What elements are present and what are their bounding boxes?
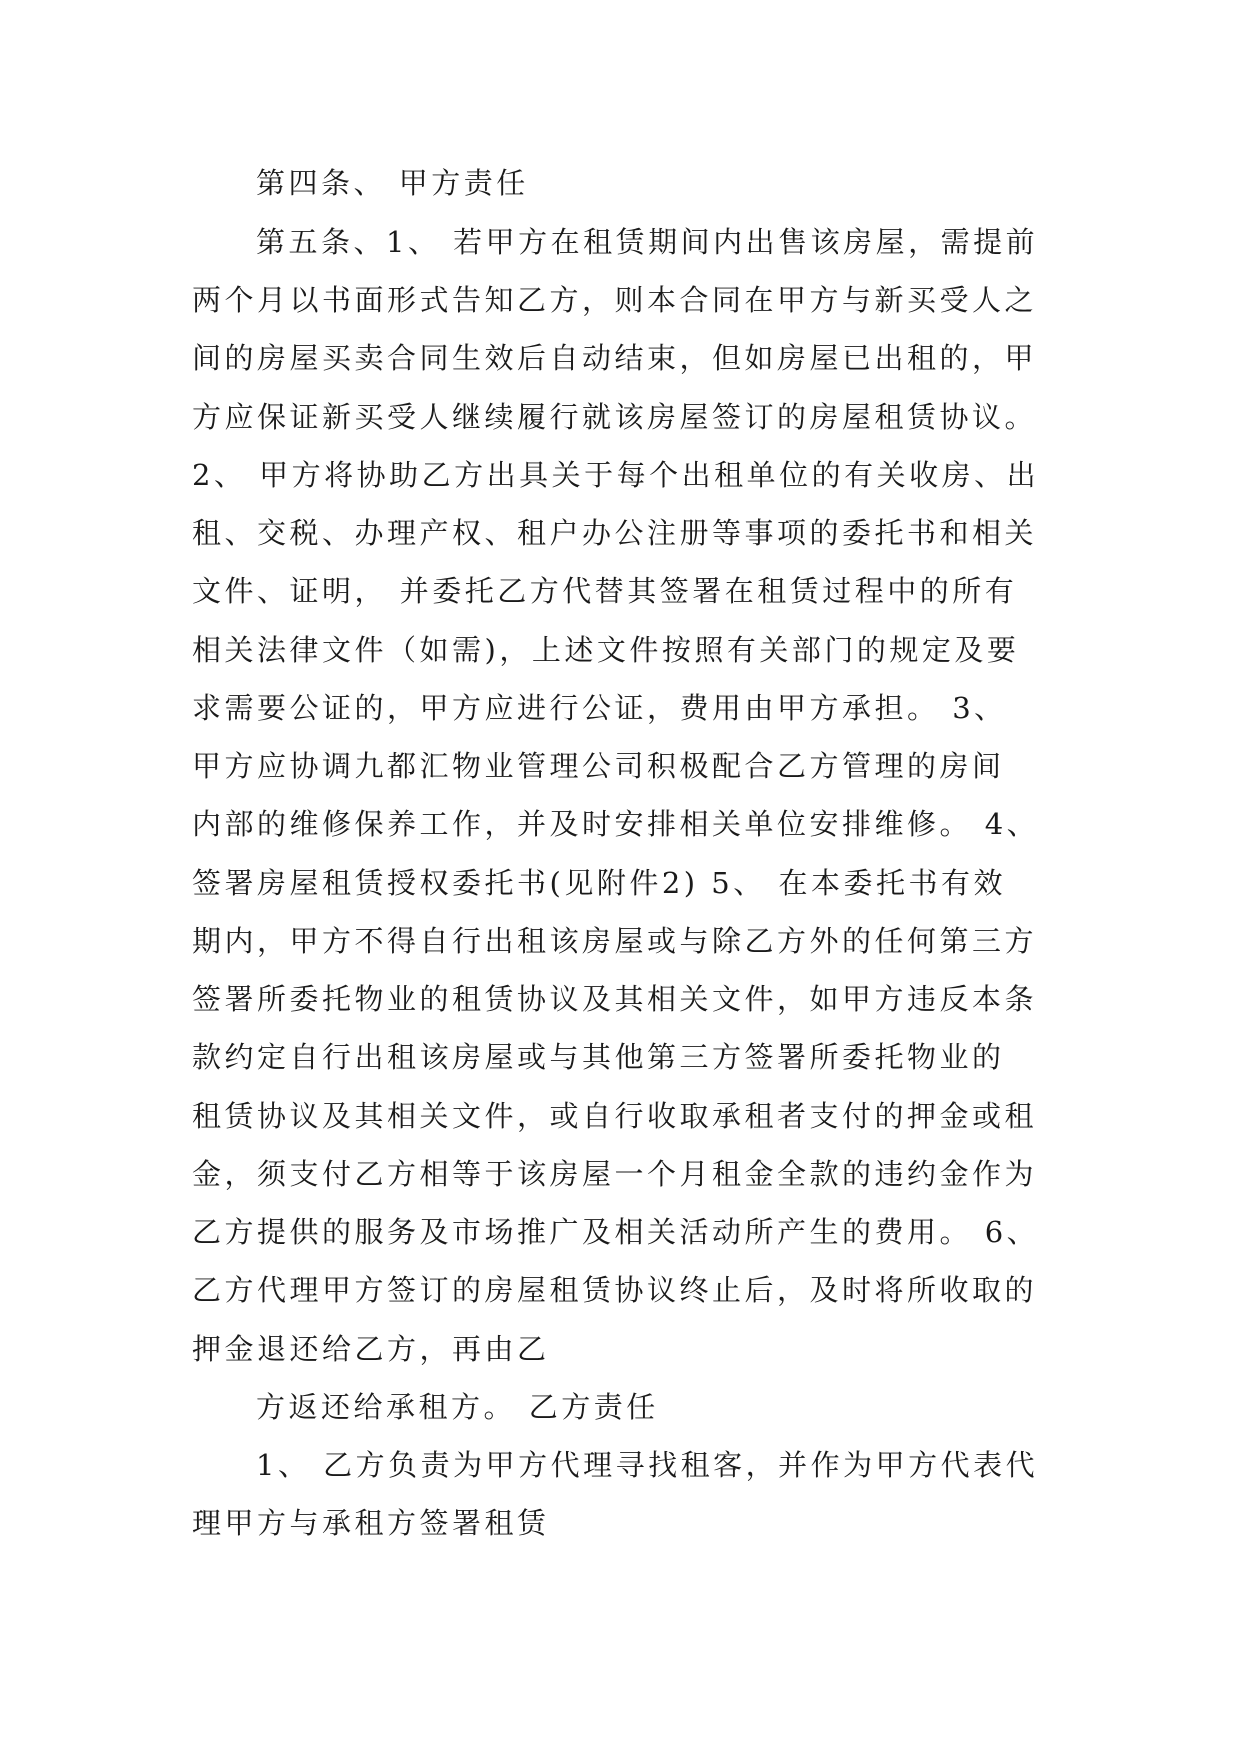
text-line: 方返还给承租方。 乙方责任 [256, 1390, 659, 1424]
text-line: 签署所委托物业的租赁协议及其相关文件，如甲方违反本条 [192, 982, 1038, 1016]
text-line: 金，须支付乙方相等于该房屋一个月租金全款的违约金作为 [192, 1157, 1038, 1191]
text-line: 押金退还给乙方，再由乙 [192, 1332, 550, 1366]
text-line: 理甲方与承租方签署租赁 [192, 1506, 550, 1540]
text-line: 甲方应协调九都汇物业管理公司积极配合乙方管理的房间 [192, 749, 1005, 783]
text-line: 签署房屋租赁授权委托书(见附件2) 5、 在本委托书有效 [192, 866, 1006, 900]
text-line: 两个月以书面形式告知乙方，则本合同在甲方与新买受人之 [192, 283, 1038, 317]
text-line: 款约定自行出租该房屋或与其他第三方签署所委托物业的 [192, 1040, 1005, 1074]
text-line: 求需要公证的，甲方应进行公证，费用由甲方承担。 3、 [192, 691, 1007, 725]
text-line: 乙方提供的服务及市场推广及相关活动所产生的费用。 6、 [192, 1215, 1040, 1249]
text-line: 乙方代理甲方签订的房屋租赁协议终止后，及时将所收取的 [192, 1273, 1038, 1307]
text-line: 相关法律文件（如需)，上述文件按照有关部门的规定及要 [192, 633, 1020, 667]
text-line: 第五条、1、 若甲方在租赁期间内出售该房屋，需提前 [256, 225, 1039, 259]
text-line: 文件、证明， 并委托乙方代替其签署在租赁过程中的所有 [192, 574, 1018, 608]
text-line: 租、交税、办理产权、租户办公注册等事项的委托书和相关 [192, 516, 1038, 550]
text-line: 期内，甲方不得自行出租该房屋或与除乙方外的任何第三方 [192, 924, 1038, 958]
text-line: 1、 乙方负责为甲方代理寻找租客，并作为甲方代表代 [256, 1448, 1039, 1482]
text-line: 租赁协议及其相关文件，或自行收取承租者支付的押金或租 [192, 1099, 1038, 1133]
text-line: 2、 甲方将协助乙方出具关于每个出租单位的有关收房、出 [192, 458, 1040, 492]
article-4-heading: 第四条、 甲方责任 [256, 166, 529, 200]
text-line: 方应保证新买受人继续履行就该房屋签订的房屋租赁协议。 [192, 400, 1038, 434]
text-line: 内部的维修保养工作，并及时安排相关单位安排维修。 4、 [192, 807, 1040, 841]
text-line: 间的房屋买卖合同生效后自动结束，但如房屋已出租的，甲 [192, 341, 1038, 375]
